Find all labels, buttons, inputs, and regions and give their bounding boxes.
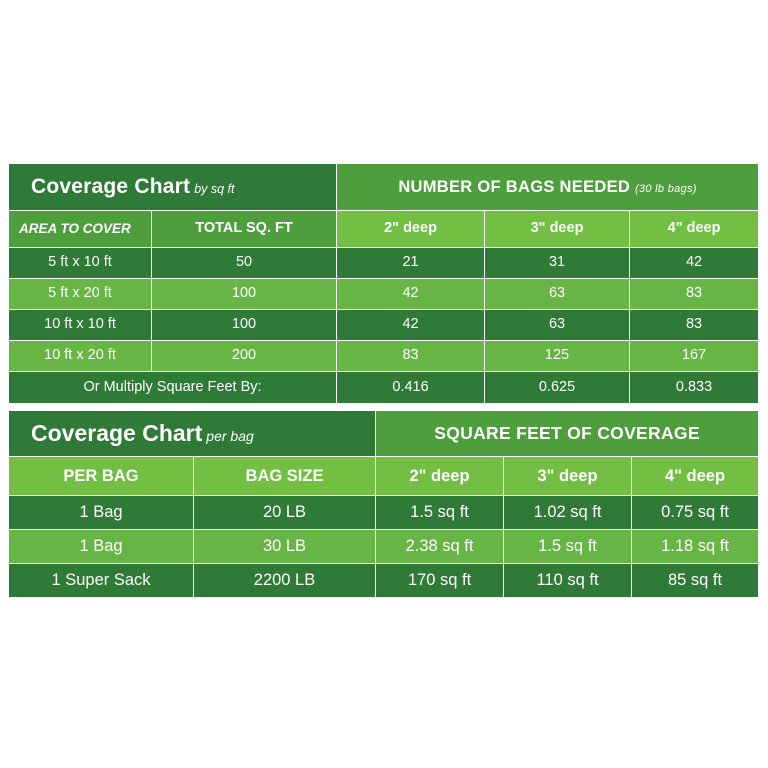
chart2-r1-size: 30 LB xyxy=(194,530,376,564)
chart1-bags-header-note: (30 lb bags) xyxy=(635,182,697,195)
chart2-r2-d3: 110 sq ft xyxy=(504,564,632,598)
chart1-col-area: AREA TO COVER xyxy=(9,211,152,248)
chart1-r1-d3: 63 xyxy=(485,279,630,310)
charts-container xyxy=(8,163,758,598)
table-row xyxy=(9,279,759,310)
chart1-title-cell xyxy=(9,164,337,211)
chart1-r0-area: 5 ft x 10 ft xyxy=(9,248,152,279)
table-row xyxy=(9,496,759,530)
chart1-multiply-row xyxy=(9,372,759,404)
chart2-subtitle: per bag xyxy=(206,427,254,444)
chart1-r0-d2: 21 xyxy=(337,248,485,279)
table-row xyxy=(9,248,759,279)
chart1-r1-d2: 42 xyxy=(337,279,485,310)
chart1-multiply-label: Or Multiply Square Feet By: xyxy=(9,372,337,404)
table-row xyxy=(9,530,759,564)
chart1-r2-total: 100 xyxy=(152,310,337,341)
chart2-col-perbag: PER BAG xyxy=(9,457,194,496)
chart2-r0-size: 20 LB xyxy=(194,496,376,530)
chart1-col-4in: 4" deep xyxy=(630,211,759,248)
chart2-r2-d2: 170 sq ft xyxy=(376,564,504,598)
chart2-r0-d3: 1.02 sq ft xyxy=(504,496,632,530)
chart2-title: Coverage Chart xyxy=(31,419,203,446)
chart1-col-3in: 3" deep xyxy=(485,211,630,248)
chart1-r3-d4: 167 xyxy=(630,341,759,372)
chart2-r1-d2: 2.38 sq ft xyxy=(376,530,504,564)
chart1-r1-d4: 83 xyxy=(630,279,759,310)
chart1-subtitle: by sq ft xyxy=(194,182,235,197)
chart1-r2-d2: 42 xyxy=(337,310,485,341)
chart1-r3-d3: 125 xyxy=(485,341,630,372)
chart2-title-cell xyxy=(9,411,376,457)
chart1-multiply-d2: 0.416 xyxy=(337,372,485,404)
chart1-bags-header: NUMBER OF BAGS NEEDED xyxy=(398,177,631,196)
chart2-r0-d2: 1.5 sq ft xyxy=(376,496,504,530)
chart2-r1-d3: 1.5 sq ft xyxy=(504,530,632,564)
chart1-r3-area: 10 ft x 20 ft xyxy=(9,341,152,372)
chart2-r2-perbag: 1 Super Sack xyxy=(9,564,194,598)
chart2-col-4in: 4" deep xyxy=(632,457,759,496)
chart2-subheader-row xyxy=(9,457,759,496)
chart1-bags-header-cell xyxy=(337,164,759,211)
chart1-r0-total: 50 xyxy=(152,248,337,279)
chart2-r0-d4: 0.75 sq ft xyxy=(632,496,759,530)
chart2-r1-d4: 1.18 sq ft xyxy=(632,530,759,564)
chart2-col-3in: 3" deep xyxy=(504,457,632,496)
chart1-r1-area: 5 ft x 20 ft xyxy=(9,279,152,310)
chart1-multiply-d3: 0.625 xyxy=(485,372,630,404)
chart2-r2-d4: 85 sq ft xyxy=(632,564,759,598)
chart2-coverage-header: SQUARE FEET OF COVERAGE xyxy=(376,411,759,457)
chart2-r0-perbag: 1 Bag xyxy=(9,496,194,530)
chart1-r3-d2: 83 xyxy=(337,341,485,372)
chart1-col-2in: 2" deep xyxy=(337,211,485,248)
chart2-col-2in: 2" deep xyxy=(376,457,504,496)
chart2-col-bagsize: BAG SIZE xyxy=(194,457,376,496)
coverage-chart-by-sqft xyxy=(8,163,759,404)
chart2-r2-size: 2200 LB xyxy=(194,564,376,598)
chart2-title-row xyxy=(9,411,759,457)
chart1-title: Coverage Chart xyxy=(31,175,191,199)
table-row xyxy=(9,341,759,372)
coverage-chart-per-bag xyxy=(8,410,759,598)
chart1-subheader-row xyxy=(9,211,759,248)
chart2-r1-perbag: 1 Bag xyxy=(9,530,194,564)
chart1-r2-d4: 83 xyxy=(630,310,759,341)
chart1-r0-d3: 31 xyxy=(485,248,630,279)
chart1-title-row xyxy=(9,164,759,211)
table-row xyxy=(9,564,759,598)
chart1-r3-total: 200 xyxy=(152,341,337,372)
chart1-r2-d3: 63 xyxy=(485,310,630,341)
chart1-col-total: TOTAL SQ. FT xyxy=(152,211,337,248)
chart1-r1-total: 100 xyxy=(152,279,337,310)
chart1-multiply-d4: 0.833 xyxy=(630,372,759,404)
chart1-r2-area: 10 ft x 10 ft xyxy=(9,310,152,341)
chart1-r0-d4: 42 xyxy=(630,248,759,279)
table-row xyxy=(9,310,759,341)
